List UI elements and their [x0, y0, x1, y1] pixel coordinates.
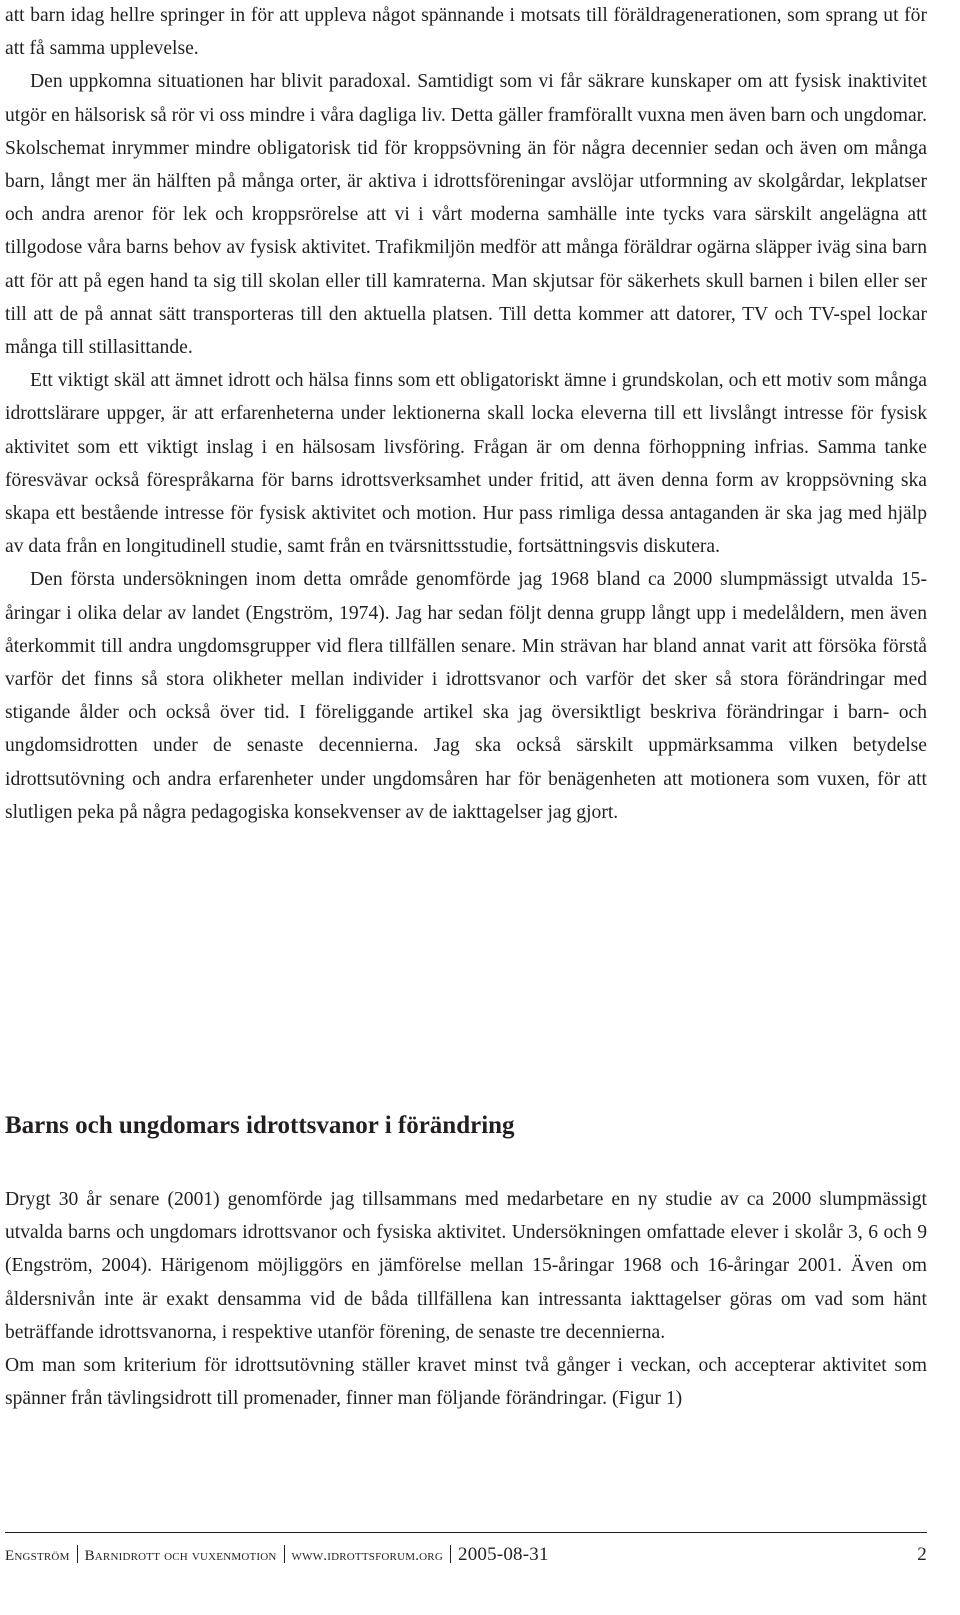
footer-separator — [77, 1545, 78, 1563]
paragraph: Om man som kriterium för idrottsutövning ställer kravet minst två gånger i veckan, och accepterar aktivitet som spänner från tävlingsidrott till promenader, finner man följande förändringar. (Figur 1) — [5, 1355, 927, 1410]
paragraph: Den uppkomna situationen har blivit paradoxal. Samtidigt som vi får säkrare kunskaper om att fysisk inaktivitet utgör en hälsorisk så rör vi oss mindre i våra dagliga liv. Detta gäller framförallt vuxna men även barn och ungdomar. Skolschemat inrymmer mindre obligatorisk tid för kroppsövning än för några decennier sedan och även om många barn, långt mer än hälften på många orter, är aktiva i idrottsföreningar avslöjar utformning av skolgårdar, lekplatser och andra arenor för lek och kroppsrörelse att vi i vårt moderna samhälle inte tycks vara särskilt angelägna att tillgodose våra barns behov av fysisk aktivitet. Trafikmiljön medför att många föräldrar ogärna släpper iväg sina barn att för att på egen hand ta sig till skolan eller till kamraterna. Man skjutsar för säkerhets skull barnen i bilen eller ser till att de på annat sätt transporteras till den aktuella platsen. Till detta kommer att datorer, TV och TV-spel lockar många till stillasittande. — [5, 71, 927, 359]
paragraph: Den första undersökningen inom detta område genomförde jag 1968 bland ca 2000 slumpmässigt utvalda 15-åringar i olika delar av landet (Engström, 1974). Jag har sedan följt denna grupp långt upp i medelåldern, men även återkommit till andra ungdomsgrupper vid flera tillfällen senare. Min strävan har bland annat varit att försöka förstå varför det finns så stora olikheter mellan individer i idrottsvanor och varför det sker så stora förändringar med stigande ålder och också över tid. I föreliggande artikel ska jag översiktligt beskriva förändringar i barn- och ungdomsidrotten under de senaste decennierna. Jag ska också särskilt uppmärksamma vilken betydelse idrottsutövning och andra erfarenheter under ungdomsåren har för benägenheten att motionera som vuxen, för att slutligen peka på några pedagogiska konsekvenser av de iakttagelser jag gjort. — [5, 569, 927, 823]
section-heading: Barns och ungdomars idrottsvanor i förändring — [5, 1112, 515, 1139]
footer-separator — [450, 1545, 451, 1563]
page-number: 2 — [917, 1544, 927, 1565]
footer-url: www.idrottsforum.org — [291, 1548, 443, 1564]
footer-divider — [5, 1532, 927, 1533]
paragraph: Drygt 30 år senare (2001) genomförde jag tillsammans med medarbetare en ny studie av ca 2000 slumpmässigt utvalda barns och ungdomars idrottsvanor och fysiska aktivitet. Undersökningen omfattade elever i skolår 3, 6 och 9 (Engström, 2004). Härigenom möjliggörs en jämförelse mellan 15-åringar 1968 och 16-åringar 2001. Även om åldersnivån inte är exakt densamma vid de båda tillfällena kan intressanta iakttagelser göras om vad som hänt beträffande idrottsvanorna, i respektive utanför förening, de senaste tre decennierna. — [5, 1189, 927, 1343]
footer-separator — [284, 1545, 285, 1563]
page-footer — [5, 1542, 927, 1572]
body-text-block-2 — [5, 1183, 927, 1415]
footer-title: Barnidrott och vuxenmotion — [84, 1548, 277, 1564]
body-text-block-1 — [5, 0, 927, 829]
footer-date: 2005-08-31 — [458, 1544, 549, 1565]
footer-author: Engström — [5, 1548, 70, 1564]
paragraph: Ett viktigt skäl att ämnet idrott och hälsa finns som ett obligatoriskt ämne i grundskolan, och ett motiv som många idrottslärare uppger, är att erfarenheterna under lektionerna skall locka eleverna till ett livslångt intresse för fysisk aktivitet som ett viktigt inslag i en hälsosam livsföring. Frågan är om denna förhoppning infrias. Samma tanke föresvävar också förespråkarna för barns idrottsverksamhet under fritid, att även denna form av kroppsövning ska skapa ett bestående intresse för fysisk aktivitet och motion. Hur pass rimliga dessa antaganden är ska jag med hjälp av data från en longitudinell studie, samt från en tvärsnittsstudie, fortsättningsvis diskutera. — [5, 370, 927, 558]
paragraph: att barn idag hellre springer in för att uppleva något spännande i motsats till föräldragenerationen, som sprang ut för att få samma upplevelse. — [5, 5, 927, 60]
